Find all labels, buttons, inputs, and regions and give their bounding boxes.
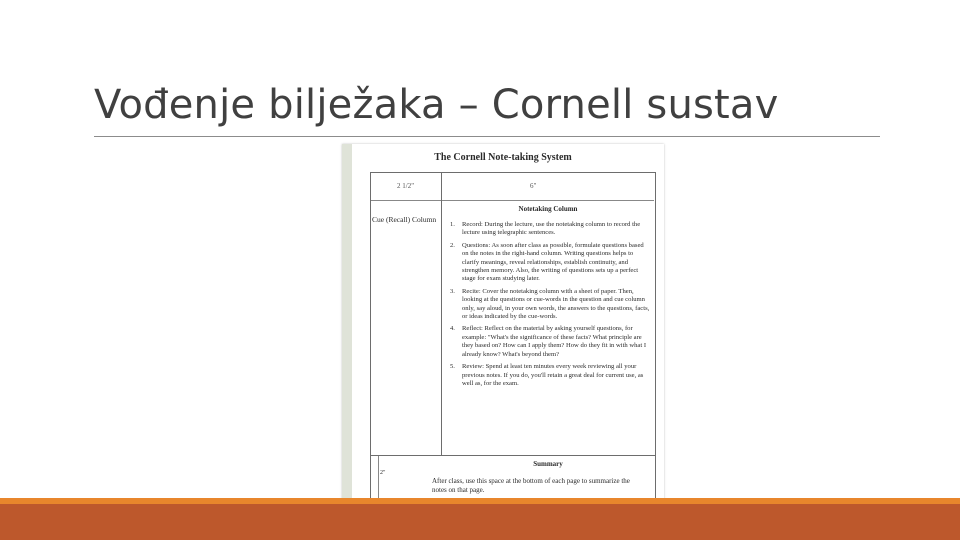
- list-item: 5. Review: Spend at least ten minutes every week reviewing all your previous notes. If you do, you'll retain a great deal for current use, as well as, for the exam.: [450, 363, 644, 387]
- list-item: 4. Reflect: Reflect on the material by asking yourself questions, for example: "What's the significance of these facts? What principle are they based on? How can I apply them? How do they fit in with what I already know? What's beyond them?: [450, 325, 647, 358]
- cue-column-label: Cue (Recall) Column: [372, 215, 437, 224]
- cue-width-label: 2 1/2": [397, 182, 415, 190]
- list-item: 1. Record: During the lecture, use the notetaking column to record the lecture using telegraphic sentences.: [450, 221, 641, 237]
- image-edge: [342, 144, 352, 508]
- title-divider: [94, 136, 880, 137]
- summary-divider: [370, 455, 655, 456]
- cornell-notes-image: [342, 144, 664, 508]
- notes-list: [450, 221, 650, 392]
- notes-width-line: [442, 200, 654, 201]
- summary-heading: Summary: [533, 460, 563, 468]
- notes-column-heading: Notetaking Column: [518, 205, 578, 213]
- list-item: 2. Questions: As soon after class as possible, formulate questions based on the notes in the right-hand column. Writing questions helps to clarify meanings, reveal relationships, establish continuity, and strengthen memory. Also, the writing of questions sets up a perfect stage for exam studying later.: [450, 241, 644, 283]
- summary-text: After class, use this space at the bottom of each page to summarize the notes on that page.: [432, 477, 630, 494]
- slide-title: Vođenje bilježaka – Cornell sustav: [94, 82, 779, 128]
- list-item: 3. Recite: Cover the notetaking column with a sheet of paper. Then, looking at the questions or cue-words in the question and cue column only, say aloud, in your own words, the answers to the questions, facts, or ideas indicated by the cue-words.: [450, 287, 650, 321]
- footer-bar: [0, 504, 960, 540]
- notes-width-label: 6": [530, 182, 537, 190]
- summary-height-line: [378, 456, 379, 502]
- cue-column-divider: [441, 172, 442, 455]
- document-title: The Cornell Note-taking System: [434, 152, 572, 163]
- cue-width-line: [371, 200, 441, 201]
- summary-height-label: 2": [380, 470, 386, 476]
